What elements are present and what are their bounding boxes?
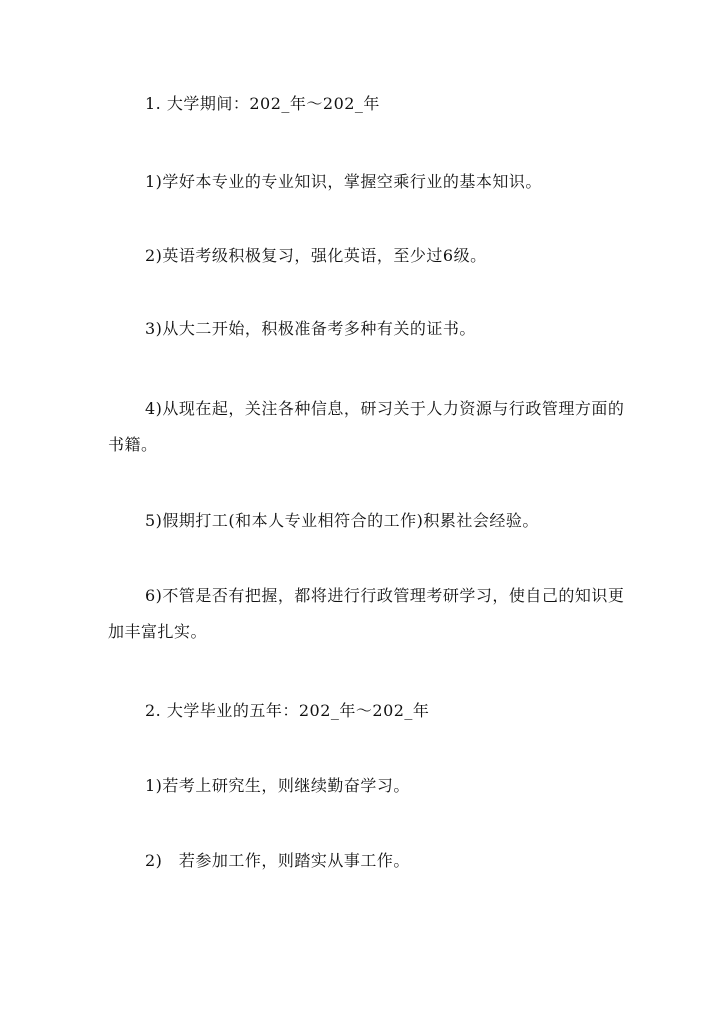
plan-item-6: 6)不管是否有把握，都将进行行政管理考研学习，使自己的知识更加丰富扎实。 bbox=[108, 586, 625, 641]
plan-item-7: 1)若考上研究生，则继续勤奋学习。 bbox=[145, 776, 410, 795]
section-heading-university-period: 1. 大学期间：202_年～202_年 bbox=[145, 94, 380, 113]
plan-item-1: 1)学好本专业的专业知识，掌握空乘行业的基本知识。 bbox=[145, 172, 542, 191]
plan-item-4: 4)从现在起，关注各种信息，研习关于人力资源与行政管理方面的书籍。 bbox=[108, 399, 625, 454]
section-heading-five-years-after: 2. 大学毕业的五年：202_年～202_年 bbox=[145, 701, 430, 720]
plan-item-2: 2)英语考级积极复习，强化英语，至少过6级。 bbox=[145, 246, 487, 265]
plan-item-3: 3)从大二开始，积极准备考多种有关的证书。 bbox=[145, 319, 476, 338]
plan-item-8: 2) 若参加工作，则踏实从事工作。 bbox=[145, 851, 410, 870]
plan-item-5: 5)假期打工(和本人专业相符合的工作)积累社会经验。 bbox=[145, 511, 539, 530]
